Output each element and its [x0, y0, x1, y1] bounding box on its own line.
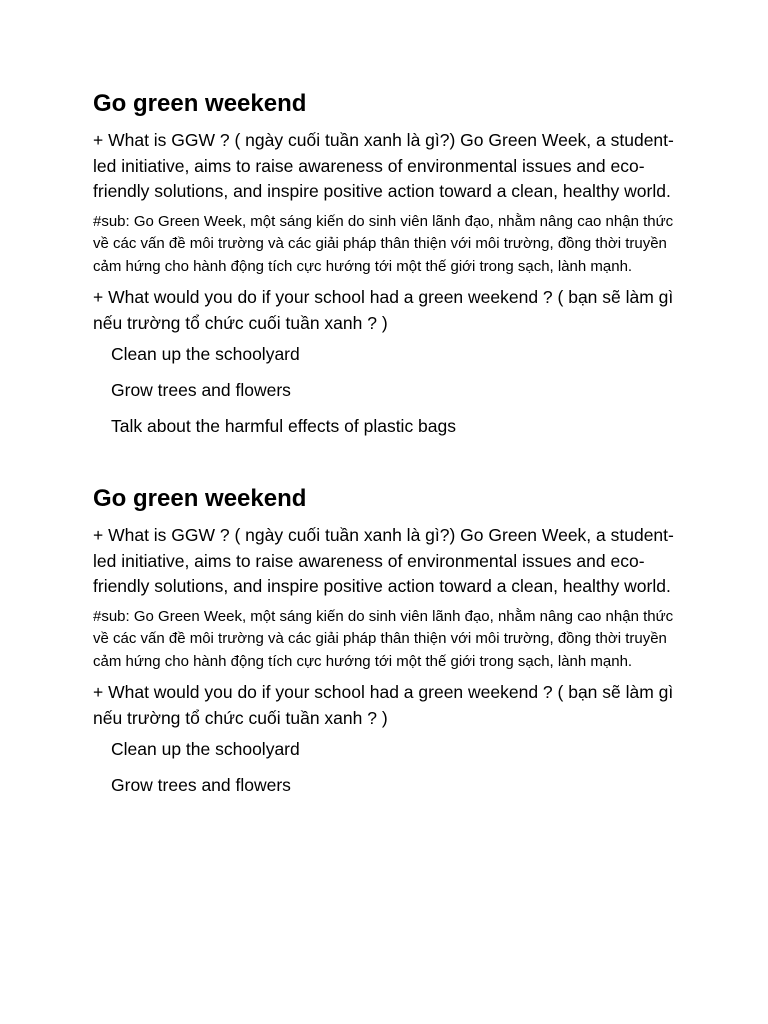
list-item: Clean up the schoolyard [111, 739, 300, 759]
section-title: Go green weekend [93, 90, 307, 117]
section-title: Go green weekend [93, 485, 307, 512]
list-item: Talk about the harmful effects of plastic bags [111, 416, 457, 436]
intro-paragraph: + What is GGW ? ( ngày cuối tuần xanh là gì?) Go Green Week, a student-led initiative, aims to raise awareness of environmental issues and eco-friendly solutions, and inspire positive action toward a clean, healthy world. [93, 130, 674, 201]
sub-paragraph: #sub: Go Green Week, một sáng kiến do sinh viên lãnh đạo, nhằm nâng cao nhận thức về các vấn đề môi trường và các giải pháp thân thiện với môi trường, đồng thời truyền cảm hứng cho hành động tích cực hướng tới một thế giới trong sạch, lành mạnh. [93, 212, 674, 275]
answer-list [93, 737, 693, 798]
list-item: Clean up the schoolyard [111, 344, 300, 364]
question-paragraph: + What would you do if your school had a green weekend ? ( bạn sẽ làm gì nếu trường tổ chức cuối tuần xanh ? ) [93, 682, 674, 728]
answer-list [93, 342, 693, 439]
question-paragraph: + What would you do if your school had a green weekend ? ( bạn sẽ làm gì nếu trường tổ chức cuối tuần xanh ? ) [93, 287, 674, 333]
document-page [93, 88, 693, 809]
list-item: Grow trees and flowers [111, 380, 291, 400]
intro-paragraph: + What is GGW ? ( ngày cuối tuần xanh là gì?) Go Green Week, a student-led initiative, aims to raise awareness of environmental issues and eco-friendly solutions, and inspire positive action toward a clean, healthy world. [93, 525, 674, 596]
section-1 [93, 88, 693, 439]
list-item: Grow trees and flowers [111, 775, 291, 795]
sub-paragraph: #sub: Go Green Week, một sáng kiến do sinh viên lãnh đạo, nhằm nâng cao nhận thức về các vấn đề môi trường và các giải pháp thân thiện với môi trường, đồng thời truyền cảm hứng cho hành động tích cực hướng tới một thế giới trong sạch, lành mạnh. [93, 607, 674, 670]
section-2 [93, 483, 693, 798]
